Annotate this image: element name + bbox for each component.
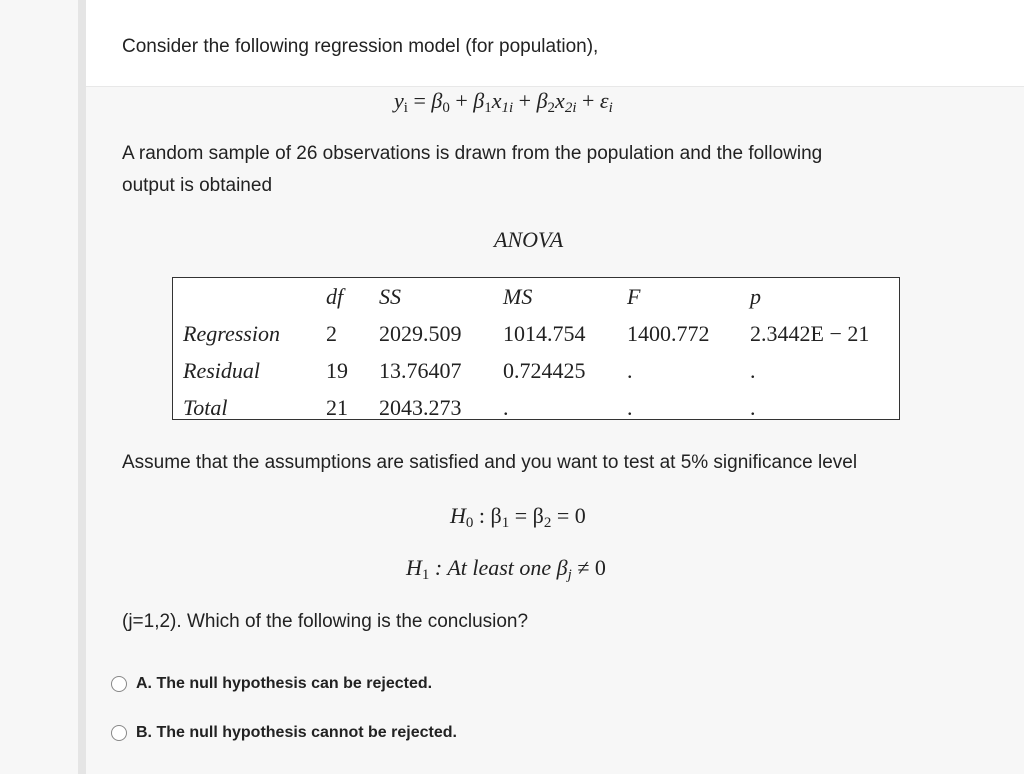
option-a-radio[interactable] (111, 676, 127, 692)
row-label-regression: Regression (183, 321, 280, 346)
question-intro: Consider the following regression model (for population), (122, 36, 599, 57)
header-f: F (627, 284, 641, 309)
alternative-hypothesis: $H_1$ : At least one $\beta_j \ne 0$ (406, 555, 606, 583)
cell-p: . (750, 358, 756, 383)
cell-f: . (627, 358, 633, 383)
header-ss: SS (379, 284, 401, 309)
option-b-radio[interactable] (111, 725, 127, 741)
cell-p: 2.3442E − 21 (750, 321, 870, 346)
header-df: df (326, 284, 344, 309)
cell-f: . (627, 395, 633, 420)
cell-df: 19 (326, 358, 348, 383)
sample-text-line2: output is obtained (122, 175, 273, 196)
cell-ss: 2043.273 (379, 395, 462, 420)
cell-f: 1400.772 (627, 321, 710, 346)
option-b-label[interactable]: B. The null hypothesis cannot be rejected. (136, 724, 457, 741)
option-a-label[interactable]: A. The null hypothesis can be rejected. (136, 675, 433, 692)
cell-df: 21 (326, 395, 348, 420)
regression-equation: $y_i = \beta_0 + \beta_1x_{1i} + \beta_2x_{2i} + \varepsilon_i$ (394, 88, 613, 116)
left-border (78, 0, 86, 774)
cell-ss: 13.76407 (379, 358, 462, 383)
cell-ms: 0.724425 (503, 358, 586, 383)
header-p: p (750, 284, 761, 309)
assumption-text: Assume that the assumptions are satisfied and you want to test at 5% significance level (122, 452, 858, 473)
sample-text-line1: A random sample of 26 observations is drawn from the population and the following (122, 143, 823, 164)
cell-df: 2 (326, 321, 337, 346)
row-label-total: Total (183, 395, 228, 420)
row-label-residual: Residual (183, 358, 260, 383)
null-hypothesis: $H_0$ : $\beta_1 = \beta_2 = 0$ (450, 503, 586, 531)
conclusion-question: (j=1,2). Which of the following is the conclusion? (122, 611, 529, 632)
cell-ss: 2029.509 (379, 321, 462, 346)
cell-p: . (750, 395, 756, 420)
cell-ms: . (503, 395, 509, 420)
header-ms: MS (503, 284, 533, 309)
anova-table (172, 277, 900, 420)
anova-title: ANOVA (494, 227, 564, 252)
cell-ms: 1014.754 (503, 321, 586, 346)
